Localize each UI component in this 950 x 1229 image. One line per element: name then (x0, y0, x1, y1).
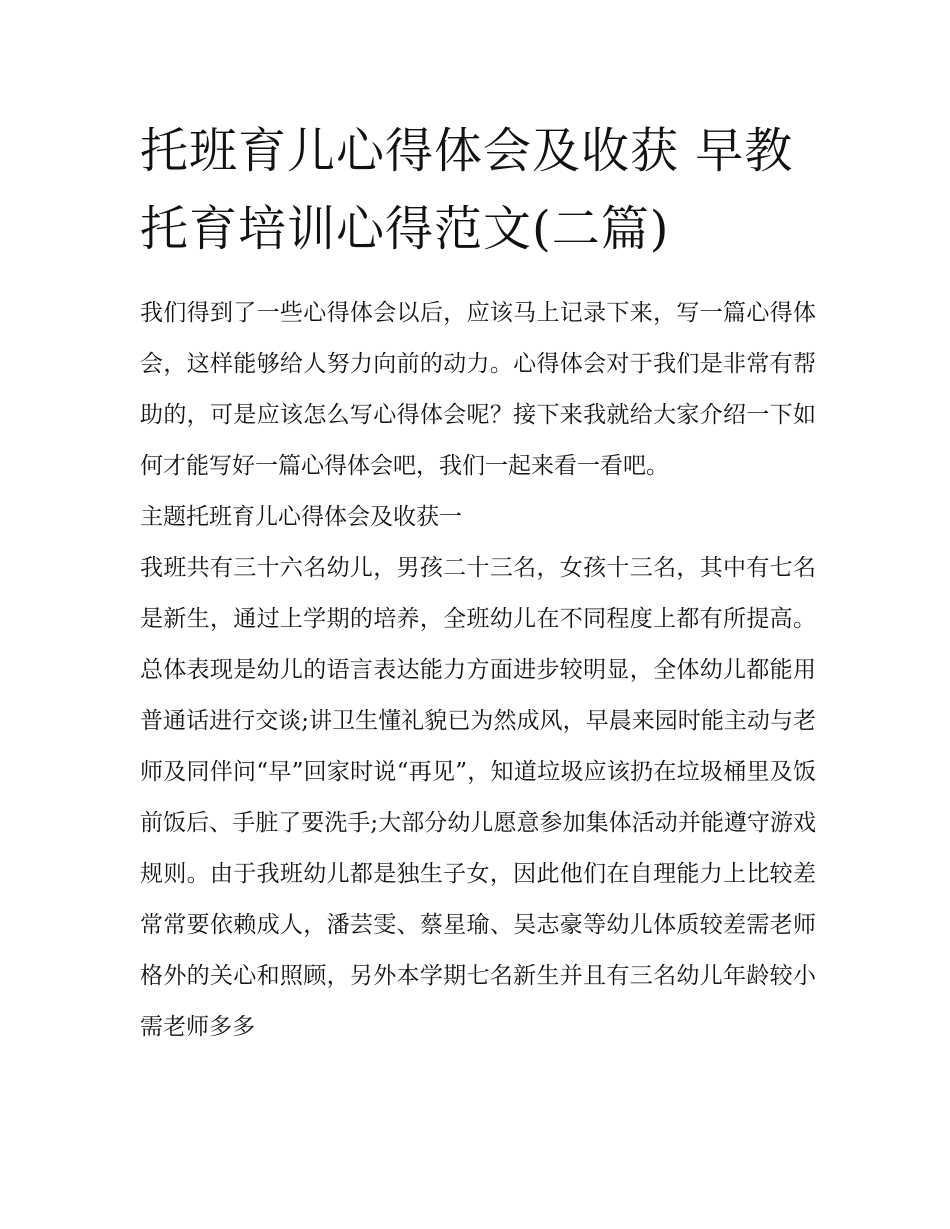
section-paragraph: 我班共有三十六名幼儿，男孩二十三名，女孩十三名，其中有七名是新生，通过上学期的培养，全班幼儿在不同程度上都有所提高。总体表现是幼儿的语言表达能力方面进步较明显，全体幼儿都能用普通话进行交谈;讲卫生懂礼貌已为然成风，早晨来园时能主动与老师及同伴问“早”回家时说“再见”，知道垃圾应该扔在垃圾桶里及饭前饭后、手脏了要洗手;大部分幼儿愿意参加集体活动并能遵守游戏规则。由于我班幼儿都是独生子女，因此他们在自理能力上比较差常常要依赖成人，潘芸雯、蔡星瑜、吴志豪等幼儿体质较差需老师格外的关心和照顾，另外本学期七名新生并且有三名幼儿年龄较小需老师多多 (140, 555, 816, 1040)
document-body (140, 288, 816, 1053)
intro-paragraph: 我们得到了一些心得体会以后，应该马上记录下来，写一篇心得体会，这样能够给人努力向前的动力。心得体会对于我们是非常有帮助的，可是应该怎么写心得体会呢？接下来我就给大家介绍一下如何才能写好一篇心得体会吧，我们一起来看一看吧。 (140, 300, 816, 479)
section-heading: 主题托班育儿心得体会及收获一 (140, 504, 462, 530)
document-page (140, 112, 816, 1053)
document-title: 托班育儿心得体会及收获 早教托育培训心得范文(二篇) (140, 123, 794, 257)
